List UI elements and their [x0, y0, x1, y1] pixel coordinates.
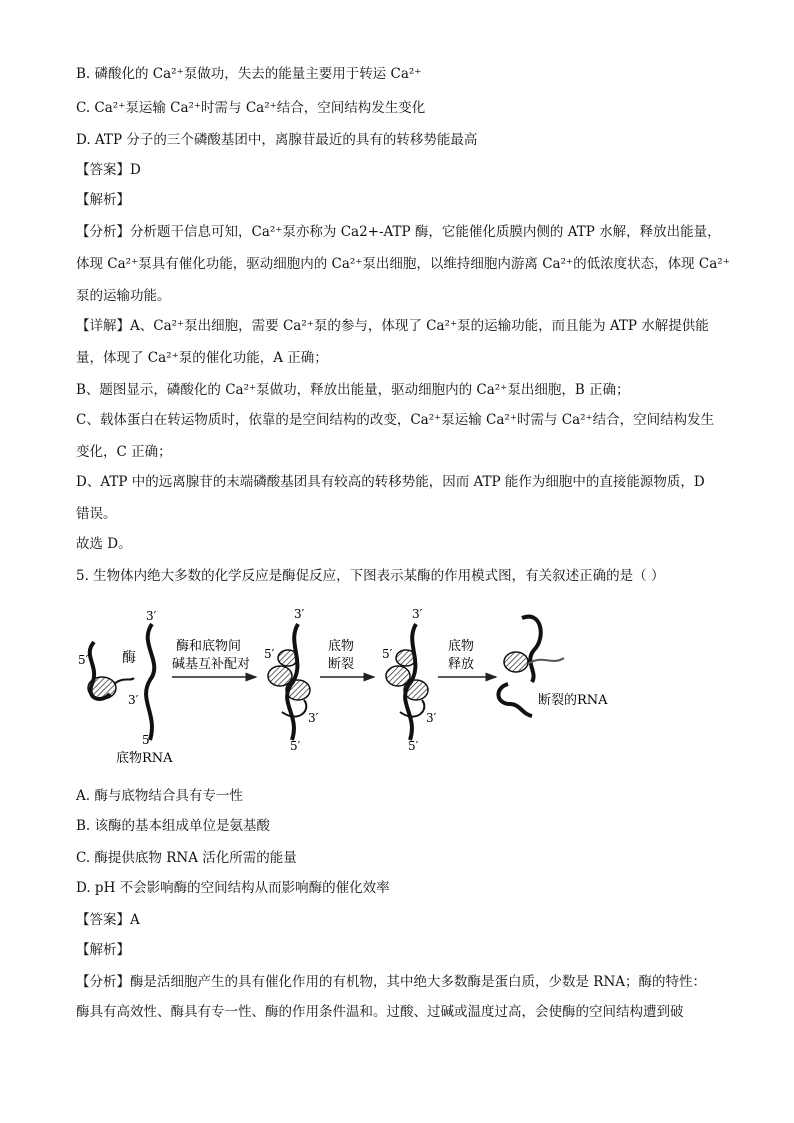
analysis-text-2: 体现 Ca²⁺泵具有催化功能，驱动细胞内的 Ca²⁺泵出细胞，以维持细胞内游离 Ca²⁺的低浓度状态，体现 Ca²⁺ — [76, 256, 730, 272]
substrate-rna — [116, 609, 173, 766]
complex2-5prime-bottom: 5′ — [408, 739, 419, 753]
complex2-5prime-left: 5′ — [382, 647, 393, 661]
enzyme-mechanism-figure — [76, 604, 636, 772]
substrate-rna-label: 底物RNA — [116, 751, 173, 766]
analysis-q5-text-1: 【分析】酶是活细胞产生的具有催化作用的有机物，其中绝大多数酶是蛋白质，少数是 RNA；酶的特性： — [76, 974, 707, 990]
complex-stage-1 — [264, 607, 319, 753]
step-pairing — [172, 638, 256, 677]
enzyme-5prime: 5′ — [78, 653, 89, 667]
enzyme-3prime: 3′ — [128, 693, 139, 707]
detail-text-1: 【详解】A、Ca²⁺泵出细胞，需要 Ca²⁺泵的参与，体现了 Ca²⁺泵的运输功能，而且能为 ATP 水解提供能 — [76, 318, 709, 334]
step-release — [438, 638, 496, 677]
enzyme-label: 酶 — [122, 650, 136, 666]
question-5-stem: 5. 生物体内绝大多数的化学反应是酶促反应，下图表示某酶的作用模式图，有关叙述正确的是（ ） — [76, 568, 665, 584]
complex-stage-2 — [382, 607, 437, 753]
line-option-c-q4: C. Ca²⁺泵运输 Ca²⁺时需与 Ca²⁺结合，空间结构发生变化 — [76, 100, 426, 116]
step-cleavage — [320, 638, 374, 677]
enzyme-stage — [78, 642, 139, 707]
line-option-b-q4: B. 磷酸化的 Ca²⁺泵做功，失去的能量主要用于转运 Ca²⁺ — [76, 66, 422, 82]
analysis-q5-text-2: 酶具有高效性、酶具有专一性、酶的作用条件温和。过酸、过碱或温度过高，会使酶的空间结构遭到破 — [76, 1004, 684, 1020]
analysis-text-1: 【分析】分析题干信息可知，Ca²⁺泵亦称为 Ca2+-ATP 酶，它能催化质膜内侧的 ATP 水解，释放出能量， — [76, 224, 721, 240]
analysis-heading-q5: 【解析】 — [76, 942, 130, 958]
option-b-q5: B. 该酶的基本组成单位是氨基酸 — [76, 818, 271, 834]
substrate-3prime: 3′ — [146, 609, 157, 623]
conclusion-q4: 故选 D。 — [76, 536, 132, 552]
detail-text-4: C、载体蛋白在转运物质时，依靠的是空间结构的改变，Ca²⁺泵运输 Ca²⁺时需与 Ca²⁺结合，空间结构发生 — [76, 412, 715, 428]
step2-label-line1: 底物 — [328, 639, 355, 654]
answer-q4: 【答案】D — [76, 162, 141, 178]
complex1-3prime-top: 3′ — [294, 607, 305, 621]
substrate-5prime: 5′ — [142, 733, 153, 747]
step1-label-line2: 碱基互补配对 — [172, 657, 251, 672]
detail-text-5: 变化，C 正确； — [76, 444, 172, 460]
detail-text-3: B、题图显示，磷酸化的 Ca²⁺泵做功，释放出能量，驱动细胞内的 Ca²⁺泵出细胞，B 正确； — [76, 382, 630, 398]
step2-label-line2: 断裂 — [328, 657, 355, 672]
detail-text-6: D、ATP 中的远离腺苷的末端磷酸基团具有较高的转移势能，因而 ATP 能作为细胞中的直接能源物质，D — [76, 474, 705, 490]
answer-q5: 【答案】A — [76, 912, 140, 928]
complex2-3prime-top: 3′ — [412, 607, 423, 621]
step3-label-line1: 底物 — [448, 639, 475, 654]
analysis-text-3: 泵的运输功能。 — [76, 288, 171, 304]
complex1-5prime-bottom: 5′ — [290, 739, 301, 753]
complex1-3prime-right: 3′ — [308, 711, 319, 725]
step1-label-line1: 酶和底物间 — [176, 639, 242, 654]
complex1-5prime-left: 5′ — [264, 647, 275, 661]
detail-text-7: 错误。 — [76, 506, 117, 522]
line-option-d-q4: D. ATP 分子的三个磷酸基团中，离腺苷最近的具有的转移势能最高 — [76, 132, 478, 148]
analysis-heading-q4: 【解析】 — [76, 192, 130, 208]
option-d-q5: D. pH 不会影响酶的空间结构从而影响酶的催化效率 — [76, 880, 390, 896]
option-c-q5: C. 酶提供底物 RNA 活化所需的能量 — [76, 850, 297, 866]
cleaved-rna-label: 断裂的RNA — [538, 693, 608, 708]
detail-text-2: 量，体现了 Ca²⁺泵的催化功能，A 正确； — [76, 350, 328, 366]
step3-label-line2: 释放 — [448, 657, 475, 672]
released-stage — [498, 617, 608, 716]
option-a-q5: A. 酶与底物结合具有专一性 — [76, 788, 243, 804]
complex2-3prime-right: 3′ — [426, 711, 437, 725]
